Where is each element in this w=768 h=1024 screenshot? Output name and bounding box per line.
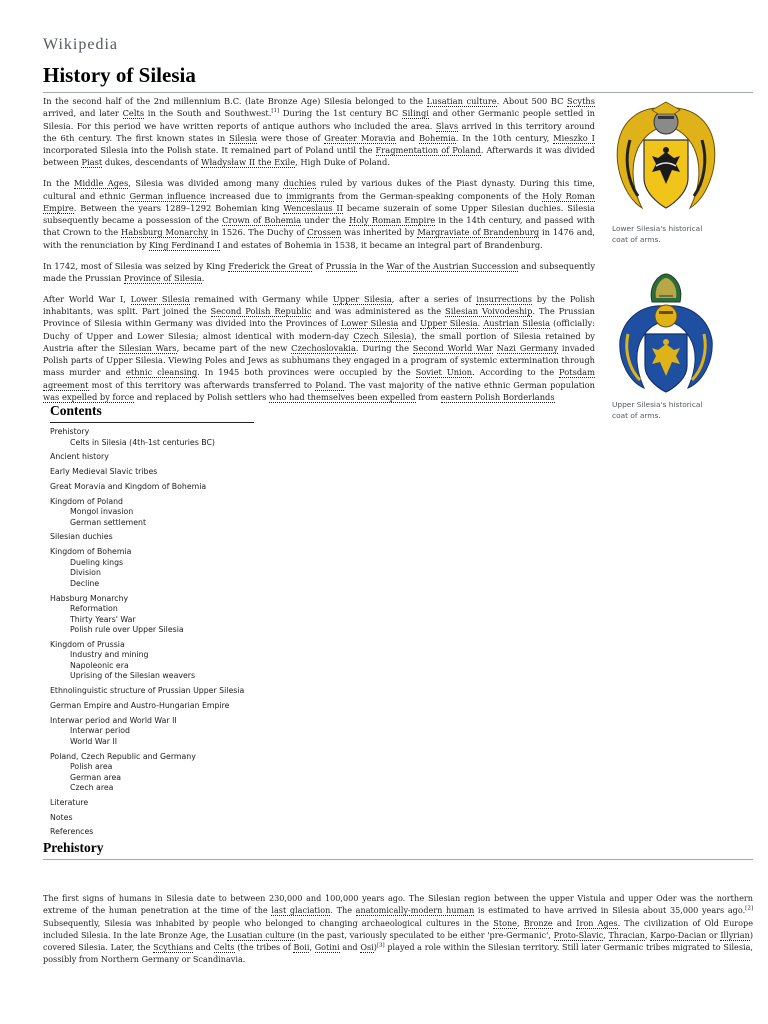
article-link[interactable]: Margraviate of Brandenburg — [417, 227, 540, 238]
article-link[interactable]: duchies — [283, 178, 316, 189]
toc-item[interactable]: Literature — [50, 797, 89, 807]
text-run: most of this territory was afterwards transferred to — [88, 379, 316, 390]
text-run: . Afterwards it was divided between — [43, 145, 596, 168]
prehistory-paragraph — [43, 892, 753, 966]
text-run: invaded Polish parts of Upper Silesia. Viewing Poles and Jews as subhumans they engaged in a program of systemic extermination through mass murder and — [43, 342, 596, 378]
article-link[interactable]: Karpo-Dacian — [650, 929, 707, 940]
text-run: . In the 10th century, — [455, 132, 554, 143]
text-run: , High Duke of Poland. — [295, 157, 390, 168]
text-run: After World War I, — [43, 293, 131, 304]
toc-subitem[interactable]: Czech area — [70, 783, 114, 793]
text-run: is estimated to have arrived in Silesia about 35,000 years ago. — [474, 905, 746, 916]
article-link[interactable]: Czechoslovakia — [291, 342, 356, 353]
text-run: During the 1st century BC — [279, 108, 402, 119]
text-run: in 1476 and, with the renunciation by — [43, 227, 596, 250]
lower-silesia-figure — [612, 100, 720, 245]
toc-item[interactable]: German Empire and Austro-Hungarian Empire — [50, 700, 230, 710]
toc-subitem[interactable]: World War II — [70, 736, 118, 746]
article-link[interactable]: Silesian Voivodeship — [445, 305, 533, 316]
article-link[interactable]: immigrants — [286, 190, 335, 201]
toc-subitem[interactable]: Polish area — [70, 762, 113, 772]
article-link[interactable]: Gotini — [314, 942, 340, 953]
article-link[interactable]: Silingi — [401, 108, 429, 119]
text-run: and subsequently made the Prussian — [43, 260, 596, 283]
article-link[interactable]: ethnic cleansing — [125, 367, 198, 378]
article-link[interactable]: Bronze — [523, 917, 553, 928]
text-run: . The Prussian Province of Silesia within Germany was divided into the Provinces of — [43, 305, 595, 329]
text-run: , — [644, 929, 651, 940]
article-link[interactable]: Czech Silesia — [353, 330, 412, 341]
article-link[interactable]: eastern Polish Borderlands — [440, 392, 555, 403]
intro-paragraph — [43, 95, 595, 169]
text-run: (officially: Duchy of Upper and Lower Silesia; almost identical with modern-day — [43, 318, 595, 341]
article-link[interactable]: Greater Moravia — [324, 132, 396, 143]
toc-item[interactable]: Great Moravia and Kingdom of Bohemia — [50, 481, 207, 491]
article-link[interactable]: King Ferdinand I — [149, 239, 221, 250]
toc-subitem[interactable]: Division — [70, 568, 101, 578]
article-link[interactable]: Wenceslaus II — [283, 202, 343, 213]
toc-subitem[interactable]: Uprising of the Silesian weavers — [70, 671, 196, 681]
text-run: was inherited by — [341, 227, 418, 238]
article-link[interactable]: Province of Silesia — [123, 272, 202, 283]
text-run: . According to the — [472, 367, 560, 378]
text-run: ), the small portion of Silesia retained by Austria after the — [43, 330, 595, 353]
text-run: and was administered as the — [311, 305, 446, 316]
text-run: , became part of the new — [176, 342, 292, 353]
section-heading-prehistory: Prehistory — [43, 840, 753, 860]
text-run: . The vast majority of the native ethnic German population — [343, 379, 595, 390]
text-run: In the — [43, 178, 75, 189]
toc-subitem[interactable]: Reformation — [70, 604, 118, 614]
crest-feathers — [651, 274, 681, 302]
article-link[interactable]: Stone — [493, 917, 517, 928]
article-link[interactable]: Austrian Silesia — [483, 318, 551, 329]
toc-item[interactable]: Prehistory — [50, 427, 90, 436]
text-run: incorporated Silesia into the Polish state. It remained part of Poland until the — [43, 145, 376, 156]
page-title: History of Silesia — [43, 63, 753, 93]
article-link[interactable]: German influence — [129, 190, 206, 201]
text-run: , — [516, 917, 524, 928]
article-link[interactable]: Boii — [293, 942, 310, 953]
text-run: were those of — [256, 132, 325, 143]
toc-subitem[interactable]: Celts in Silesia (4th-1st centuries BC) — [70, 437, 215, 447]
helmet — [652, 102, 680, 134]
text-run: and — [398, 318, 421, 329]
toc-item[interactable]: Kingdom of Prussia — [50, 639, 125, 649]
article-link[interactable]: Fragmentation of Poland — [375, 145, 481, 156]
article-link[interactable]: Frederick the Great — [228, 260, 313, 271]
text-run: In the second half of the 2nd millennium B.C. (late Bronze Age) Silesia belonged to the — [43, 96, 427, 106]
text-run: and — [192, 942, 214, 953]
text-run: and — [395, 132, 419, 143]
text-run: from — [415, 392, 441, 403]
article-link[interactable]: Holy Roman Empire — [349, 215, 436, 226]
text-run: dukes, descendants of — [102, 157, 201, 168]
toc-subitem[interactable]: Polish rule over Upper Silesia — [70, 625, 184, 635]
text-run: of — [312, 260, 326, 271]
text-run: played a role within the Silesian territory. Still later Germanic tribes migrated to Silesia, possibly from Northern Germany or Scandinavia. — [43, 942, 753, 965]
toc-item[interactable]: Poland, Czech Republic and Germany — [50, 751, 196, 761]
article-link[interactable]: Silesian Wars — [118, 342, 177, 353]
article-link[interactable]: Middle Ages — [74, 178, 129, 189]
toc-subitem[interactable]: Napoleonic era — [70, 660, 129, 670]
upper-silesia-coat-of-arms-image[interactable] — [612, 272, 720, 394]
text-run: arrived in this territory around the 6th century. The first known states in — [43, 120, 595, 143]
toc-item[interactable]: Interwar period and World War II — [50, 715, 177, 725]
article-link[interactable]: Osi — [360, 942, 374, 953]
toc-item[interactable]: Ancient history — [50, 452, 109, 462]
toc-subitem[interactable]: Dueling kings — [70, 557, 124, 567]
article-link[interactable]: Iron Ages — [576, 917, 618, 928]
reference-marker[interactable]: [3] — [376, 942, 385, 949]
text-run: ) — [373, 942, 377, 953]
article-link[interactable]: Proto-Slavic — [553, 929, 604, 940]
text-run: ruled by various dukes of the Piast dynasty. During this time, cultural and ethnic — [43, 178, 596, 201]
article-link[interactable]: Thracian — [608, 929, 645, 940]
lower-silesia-coat-of-arms-image[interactable] — [612, 100, 720, 218]
toc-subitem[interactable]: Interwar period — [70, 726, 130, 736]
reference-marker[interactable]: [2] — [745, 905, 753, 912]
toc-subitem[interactable]: Decline — [70, 578, 100, 588]
article-link[interactable]: Silesia — [229, 132, 257, 143]
helmet — [655, 305, 677, 327]
article-link[interactable]: Celts — [122, 108, 145, 119]
shield — [645, 334, 687, 392]
article-link[interactable]: Lusatian culture — [227, 929, 295, 940]
text-run: remained with Germany while — [189, 293, 333, 304]
article-link[interactable]: Celts — [213, 942, 235, 953]
article-link[interactable]: Slavs — [435, 120, 459, 131]
text-run: in the — [356, 260, 387, 271]
text-run: . In 1945 both provinces were occupied by the — [197, 367, 416, 378]
text-run: . About 500 BC — [496, 96, 568, 106]
article-link[interactable]: Poland — [315, 379, 344, 390]
article-link[interactable]: Holy Roman Empire — [43, 190, 596, 213]
text-run: and replaced by Polish settlers — [134, 392, 270, 403]
text-run: and — [339, 942, 361, 953]
article-link[interactable]: Second World War — [412, 342, 493, 353]
text-run: , — [603, 929, 609, 940]
article-link[interactable]: Scythians — [153, 942, 193, 953]
article-link[interactable]: War of the Austrian Succession — [386, 260, 519, 271]
article-link[interactable]: Soviet Union — [415, 367, 473, 378]
wikipedia-logo[interactable]: Wikipedia — [43, 36, 118, 53]
text-run: . — [477, 318, 484, 329]
toc-subitem[interactable]: Mongol invasion — [70, 507, 134, 517]
article-link[interactable]: Bohemia — [418, 132, 456, 143]
text-run: in the 14th century, and passed with that Crown to the — [43, 215, 596, 238]
text-run: in 1526. The Duchy of — [207, 227, 308, 238]
intro-paragraph — [43, 177, 595, 251]
intro-paragraph — [43, 293, 595, 404]
article-link[interactable]: Upper Silesia — [332, 293, 392, 304]
article-link[interactable]: Second Polish Republic — [210, 305, 312, 316]
article-link[interactable]: Scyths — [567, 96, 596, 106]
article-link[interactable]: Nazi Germany — [496, 342, 559, 353]
text-run: . The civilization of Old Europe included Silesia. In the late Bronze Age, the — [43, 917, 753, 940]
article-link[interactable]: insurrections — [476, 293, 533, 304]
article-intro — [43, 95, 595, 412]
text-run: Subsequently, Silesia was inhabited by people who belonged to changing archaeological cultures in the — [43, 917, 494, 928]
article-link[interactable]: Lower Silesia — [340, 318, 399, 329]
toc-item[interactable]: Ethnolinguistic structure of Prussian Upper Silesia — [50, 686, 245, 696]
article-link[interactable]: Prussia — [325, 260, 357, 271]
article-link[interactable]: Crown of Bohemia — [222, 215, 302, 226]
article-link[interactable]: Władysław II the Exile — [200, 157, 296, 168]
text-run: increased due to — [205, 190, 287, 201]
toc-item[interactable]: Early Medieval Slavic tribes — [50, 467, 158, 477]
article-link[interactable]: Habsburg Monarchy — [120, 227, 208, 238]
toc-item[interactable]: Notes — [50, 812, 73, 822]
toc-list — [50, 427, 350, 838]
article-link[interactable]: Upper Silesia — [420, 318, 478, 329]
text-run: , — [309, 942, 315, 953]
text-run: and estates of Bohemia in 1538, it became an integral part of Brandenburg. — [220, 239, 543, 250]
article-link[interactable]: anatomically-modern human — [355, 905, 475, 916]
text-run: The first signs of humans in Silesia date to between 230,000 and 100,000 years ago. The Silesian region between the upper Vistula and upper Oder was the northern extreme of the human penetration at the time of the — [43, 893, 753, 916]
text-run: arrived, and later — [43, 108, 123, 119]
intro-paragraph — [43, 260, 595, 285]
text-run: . The — [330, 905, 356, 916]
text-run: , Silesia was divided among many — [128, 178, 284, 189]
table-of-contents — [50, 403, 350, 838]
toc-subitem[interactable]: German settlement — [70, 517, 147, 527]
article-link[interactable]: Potsdam agreement — [43, 367, 595, 390]
lower-silesia-caption: Lower Silesia's historical coat of arms. — [612, 224, 703, 244]
article-link[interactable]: Lower Silesia — [130, 293, 190, 304]
article-link[interactable]: last glaciation — [271, 905, 331, 916]
text-run: from the German-speaking components of the — [334, 190, 543, 201]
text-run: ) covered Silesia. Later, the — [43, 929, 753, 953]
toc-item[interactable]: Kingdom of Poland — [50, 496, 123, 506]
text-run: and — [552, 917, 577, 928]
article-link[interactable]: who had themselves been expelled — [269, 392, 416, 403]
text-run: in the South and Southwest. — [144, 108, 272, 119]
text-run: . During the — [355, 342, 413, 353]
article-link[interactable]: was expelled by force — [43, 392, 135, 403]
upper-silesia-caption: Upper Silesia's historical coat of arms. — [612, 400, 703, 420]
article-link[interactable]: Mieszko I — [553, 132, 595, 143]
text-run: and other Germanic people settled in Silesia. For this period we have written reports of antique authors who included the area. — [43, 108, 595, 131]
article-link[interactable]: Crossen — [307, 227, 342, 238]
toc-item[interactable]: Habsburg Monarchy — [50, 593, 129, 603]
reference-marker[interactable]: [1] — [271, 108, 280, 115]
text-run: , after a series of — [391, 293, 477, 304]
text-run: under the — [301, 215, 350, 226]
article-link[interactable]: Lusatian culture — [426, 96, 497, 106]
text-run: In 1742, most of Silesia was seized by King — [43, 260, 229, 271]
toc-subitem[interactable]: German area — [70, 772, 122, 782]
toc-item[interactable]: Kingdom of Bohemia — [50, 547, 132, 557]
toc-item[interactable]: Silesian duchies — [50, 532, 113, 542]
text-run: by the Polish inhabitants, was split. Part joined the — [43, 293, 595, 316]
text-run: (the tribes of — [234, 942, 294, 953]
article-link[interactable]: Piast — [81, 157, 103, 168]
toc-heading: Contents — [50, 403, 254, 423]
text-run: (in the past, variously speculated to be either 'pre-Germanic', — [294, 929, 554, 940]
article-link[interactable]: Illyrian — [720, 929, 750, 940]
shield — [644, 140, 688, 208]
toc-subitem[interactable]: Industry and mining — [70, 650, 149, 660]
text-run: . Between the years 1289–1292 Bohemian king — [73, 202, 284, 213]
text-run: . — [201, 272, 205, 283]
text-run: or — [706, 929, 721, 940]
upper-silesia-figure — [612, 272, 720, 421]
toc-item[interactable]: References — [50, 827, 94, 837]
toc-subitem[interactable]: Thirty Years' War — [70, 614, 136, 624]
text-run: became suzerain of some Upper Silesian duchies. Silesia subsequently became a possession of the — [43, 202, 595, 226]
